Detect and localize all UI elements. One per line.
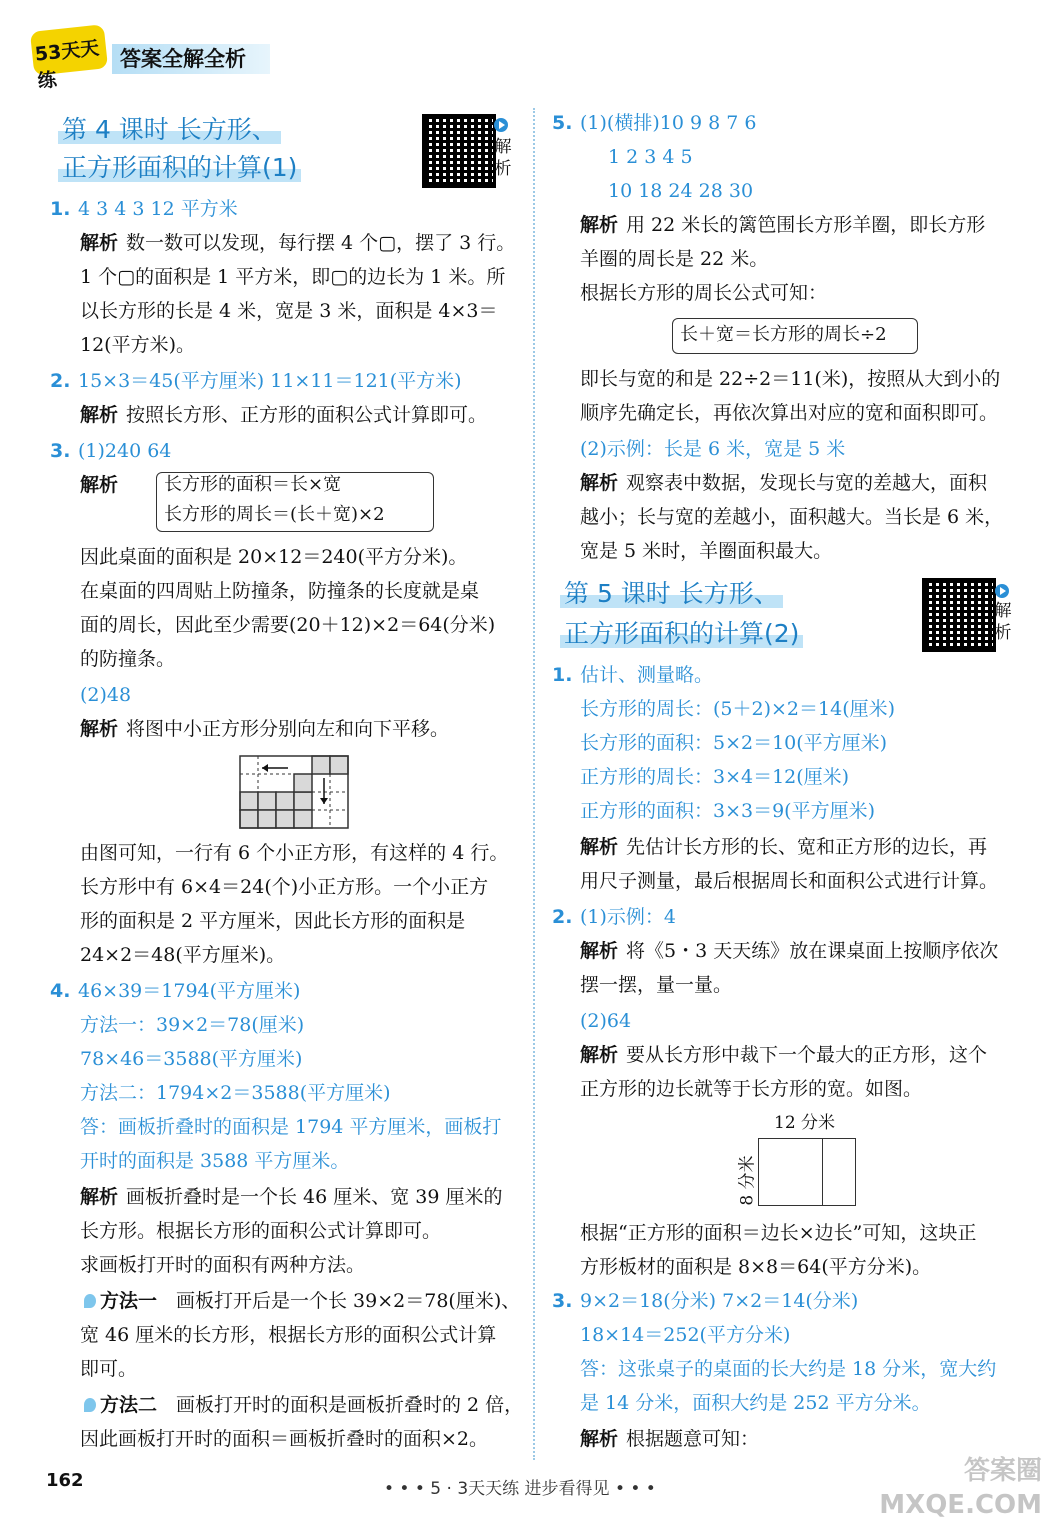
q4-line: 方法一：39×2＝78(厘米) bbox=[80, 1014, 305, 1036]
q5-text-line: 顺序先确定长，再依次算出对应的宽和面积即可。 bbox=[580, 402, 999, 424]
q5-2-analysis-line: 观察表中数据，发现长与宽的差越大，面积 bbox=[626, 472, 988, 494]
r1-number: 1. bbox=[552, 664, 573, 686]
analysis-label: 解析 bbox=[580, 940, 619, 962]
qr-code[interactable] bbox=[922, 578, 996, 652]
lesson-5-title-line1: 第 5 课时 长方形、 bbox=[560, 574, 783, 610]
r3-line: 18×14＝252(平方分米) bbox=[580, 1324, 791, 1346]
analysis-label: 解析 bbox=[80, 474, 119, 496]
q4-answer: 46×39＝1794(平方厘米) bbox=[78, 980, 301, 1002]
figure-top-label: 12 分米 bbox=[774, 1113, 836, 1133]
q3-2-text-line: 由图可知，一行有 6 个小正方形，有这样的 4 行。 bbox=[80, 842, 509, 864]
r1-line: 正方形的周长：3×4＝12(厘米) bbox=[580, 766, 850, 788]
header-title: 答案全解全析 bbox=[120, 47, 246, 71]
column-divider bbox=[533, 108, 535, 1460]
q4-line: 方法二：1794×2＝3588(平方厘米) bbox=[80, 1082, 391, 1104]
lesson-4-title-line2: 正方形面积的计算(1) bbox=[58, 148, 301, 184]
q1-analysis-line: 12(平方米)。 bbox=[80, 334, 196, 356]
q1-answer: 4 3 4 3 12 平方米 bbox=[78, 198, 238, 220]
qr-code[interactable] bbox=[422, 114, 496, 188]
method2-line: 画板打开时的面积是画板折叠时的 2 倍， bbox=[176, 1394, 524, 1416]
square-cut-line bbox=[822, 1138, 823, 1206]
q3-number: 3. bbox=[50, 440, 71, 462]
formula-line: 长方形的面积＝长×宽 bbox=[164, 474, 342, 495]
r2-2-analysis-line: 正方形的边长就等于长方形的宽。如图。 bbox=[580, 1078, 923, 1100]
q5-2-answer: (2)示例：长是 6 米，宽是 5 米 bbox=[580, 438, 846, 460]
q5-text-line: 即长与宽的和是 22÷2＝11(米)，按照从大到小的 bbox=[580, 368, 1001, 390]
q2-number: 2. bbox=[50, 370, 71, 392]
qr-label: 解析 bbox=[994, 601, 1012, 643]
method-marker-icon bbox=[84, 1398, 96, 1412]
analysis-label: 解析 bbox=[80, 1186, 119, 1208]
q2-analysis: 按照长方形、正方形的面积公式计算即可。 bbox=[126, 404, 488, 426]
q4-analysis-line: 画板折叠时是一个长 46 厘米、宽 39 厘米的 bbox=[126, 1186, 503, 1208]
q5-analysis-line: 羊圈的周长是 22 米。 bbox=[580, 248, 769, 270]
method1-label: 方法一 bbox=[100, 1290, 158, 1312]
q4-analysis-line: 求画板打开时的面积有两种方法。 bbox=[80, 1254, 366, 1276]
q3-2-text-line: 24×2＝48(平方厘米)。 bbox=[80, 944, 286, 966]
method1-line: 宽 46 厘米的长方形，根据长方形的面积公式计算 bbox=[80, 1324, 497, 1346]
lesson-5-title-line2: 正方形面积的计算(2) bbox=[560, 614, 803, 650]
watermark: 答案圈 MXQE.COM bbox=[879, 1456, 1042, 1520]
r1-line: 长方形的周长：(5＋2)×2＝14(厘米) bbox=[580, 698, 896, 720]
q3-2-analysis: 将图中小正方形分别向左和向下平移。 bbox=[126, 718, 450, 740]
analysis-label: 解析 bbox=[80, 404, 119, 426]
q5-line2: 1 2 3 4 5 bbox=[608, 146, 693, 168]
r1-analysis-line: 用尺子测量，最后根据周长和面积公式进行计算。 bbox=[580, 870, 999, 892]
analysis-label: 解析 bbox=[80, 718, 119, 740]
formula-line: 长＋宽＝长方形的周长÷2 bbox=[680, 324, 887, 345]
q4-analysis-line: 长方形。根据长方形的面积公式计算即可。 bbox=[80, 1220, 442, 1242]
q4-line: 答：画板折叠时的面积是 1794 平方厘米，画板打 bbox=[80, 1116, 502, 1138]
figure-side-label: 8 分米 bbox=[737, 1155, 758, 1206]
q3-text-line: 因此桌面的面积是 20×12＝240(平方分米)。 bbox=[80, 546, 468, 568]
q5-analysis-line: 根据长方形的周长公式可知： bbox=[580, 282, 828, 304]
r2-analysis-line: 摆一摆，量一量。 bbox=[580, 974, 733, 996]
method2-line: 因此画板打开时的面积＝画板折叠时的面积×2。 bbox=[80, 1428, 489, 1450]
r2-text-line: 根据“正方形的面积＝边长×边长”可知，这块正 bbox=[580, 1222, 977, 1244]
r1-line: 正方形的面积：3×3＝9(平方厘米) bbox=[580, 800, 876, 822]
q1-number: 1. bbox=[50, 198, 71, 220]
q3-text-line: 面的周长，因此至少需要(20＋12)×2＝64(分米) bbox=[80, 614, 496, 636]
analysis-label: 解析 bbox=[80, 232, 119, 254]
analysis-label: 解析 bbox=[580, 472, 619, 494]
r2-analysis-line: 将《5・3 天天练》放在课桌面上按顺序依次 bbox=[626, 940, 999, 962]
q3-2-text-line: 形的面积是 2 平方厘米，因此长方形的面积是 bbox=[80, 910, 466, 932]
footer-slogan: • • • 5 · 3天天练 进步看得见 • • • bbox=[384, 1479, 656, 1499]
logo-text: 53天天练 bbox=[33, 37, 101, 93]
q5-2-analysis-line: 宽是 5 米时，羊圈面积最大。 bbox=[580, 540, 833, 562]
logo bbox=[30, 22, 108, 93]
q1-analysis-line: 1 个▢的面积是 1 平方米，即▢的边长为 1 米。所 bbox=[80, 266, 506, 288]
method2-label: 方法二 bbox=[100, 1394, 158, 1416]
r1-answer: 估计、测量略。 bbox=[580, 664, 714, 686]
q5-line1: (1)(横排)10 9 8 7 6 bbox=[580, 112, 757, 134]
formula-line: 长方形的周长＝(长＋宽)×2 bbox=[164, 504, 385, 525]
rectangle-figure bbox=[758, 1138, 856, 1206]
q4-line: 开时的面积是 3588 平方厘米。 bbox=[80, 1150, 350, 1172]
analysis-label: 解析 bbox=[580, 1044, 619, 1066]
r1-analysis-line: 先估计长方形的长、宽和正方形的边长，再 bbox=[626, 836, 988, 858]
r3-line: 答：这张桌子的桌面的长大约是 18 分米，宽大约 bbox=[580, 1358, 997, 1380]
play-icon[interactable] bbox=[494, 118, 508, 132]
r2-number: 2. bbox=[552, 906, 573, 928]
analysis-label: 解析 bbox=[580, 836, 619, 858]
q1-analysis-line: 以长方形的长是 4 米，宽是 3 米，面积是 4×3＝ bbox=[80, 300, 498, 322]
q3-2-answer: (2)48 bbox=[80, 684, 132, 706]
r3-answer: 9×2＝18(分米) 7×2＝14(分米) bbox=[580, 1290, 859, 1312]
analysis-label: 解析 bbox=[580, 214, 619, 236]
method1-line: 画板打开后是一个长 39×2＝78(厘米)、 bbox=[176, 1290, 521, 1312]
method-marker-icon bbox=[84, 1294, 96, 1308]
lesson-4-title-line1: 第 4 课时 长方形、 bbox=[58, 110, 281, 146]
q4-number: 4. bbox=[50, 980, 71, 1002]
q5-analysis-line: 用 22 米长的篱笆围长方形羊圈，即长方形 bbox=[626, 214, 986, 236]
q5-line3: 10 18 24 28 30 bbox=[608, 180, 754, 202]
q3-2-text-line: 长方形中有 6×4＝24(个)小正方形。一个小正方 bbox=[80, 876, 489, 898]
r2-answer: (1)示例：4 bbox=[580, 906, 677, 928]
r3-number: 3. bbox=[552, 1290, 573, 1312]
q4-line: 78×46＝3588(平方厘米) bbox=[80, 1048, 303, 1070]
q3-text-line: 在桌面的四周贴上防撞条，防撞条的长度就是桌 bbox=[80, 580, 480, 602]
method1-line: 即可。 bbox=[80, 1358, 138, 1380]
r2-2-answer: (2)64 bbox=[580, 1010, 632, 1032]
grid-translation-figure bbox=[238, 752, 350, 830]
q5-number: 5. bbox=[552, 112, 573, 134]
q3-answer: (1)240 64 bbox=[78, 440, 172, 462]
q5-2-analysis-line: 越小；长与宽的差越小，面积越大。当长是 6 米， bbox=[580, 506, 1004, 528]
qr-label: 解析 bbox=[494, 137, 512, 179]
q1-analysis-line: 数一数可以发现，每行摆 4 个▢，摆了 3 行。 bbox=[126, 232, 516, 254]
r1-line: 长方形的面积：5×2＝10(平方厘米) bbox=[580, 732, 888, 754]
page-number: 162 bbox=[46, 1470, 84, 1491]
analysis-label: 解析 bbox=[580, 1428, 619, 1450]
r2-2-analysis-line: 要从长方形中裁下一个最大的正方形，这个 bbox=[626, 1044, 988, 1066]
r2-text-line: 方形板材的面积是 8×8＝64(平方分米)。 bbox=[580, 1256, 932, 1278]
play-icon[interactable] bbox=[995, 584, 1009, 598]
q2-answer: 15×3＝45(平方厘米) 11×11＝121(平方米) bbox=[78, 370, 462, 392]
q3-text-line: 的防撞条。 bbox=[80, 648, 176, 670]
r3-line: 是 14 分米，面积大约是 252 平方分米。 bbox=[580, 1392, 931, 1414]
r3-analysis: 根据题意可知： bbox=[626, 1428, 760, 1450]
